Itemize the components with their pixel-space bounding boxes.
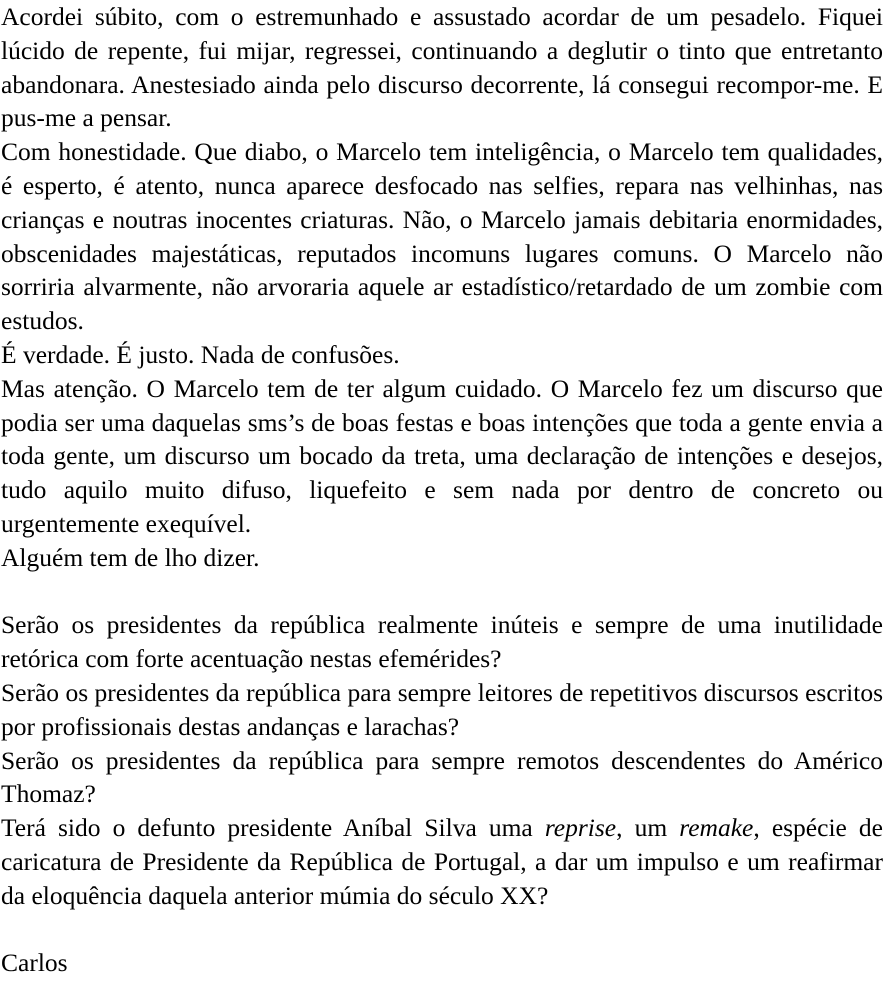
paragraph-attention: Mas atenção. O Marcelo tem de ter algum cuidado. O Marcelo fez um discurso que podia ser uma daquelas sms’s de boas festas e boas intenções que toda a gente envia a toda gente, um discurso um bocado da treta, uma declaração de intenções e desejos, tudo aquilo muito difuso, liquefeito e sem nada por dentro de concreto ou urgentemente exequível. [1,373,883,538]
blank-line [1,913,883,947]
paragraph-someone: Alguém tem de lho dizer. [1,542,260,572]
paragraph-honesty: Com honestidade. Que diabo, o Marcelo tem inteligência, o Marcelo tem qualidades, é esperto, é atento, nunca aparece desfocado nas selfies, repara nas velhinhas, nas crianças e noutras inocentes criaturas. Não, o Marcelo jamais debitaria enormidades, obscenidades majestáticas, reputados incomuns lugares comuns. O Marcelo não sorriria alvarmente, não arvoraria aquele ar estadístico/retardado de um zombie com estudos. [1,137,883,336]
question-text-part-2: , um [616,813,680,843]
italic-reprise: reprise [544,813,617,843]
question-speech-readers: Serão os presidentes da república para sempre leitores de repetitivos discursos escritos por profissionais destas andanças e larachas? [1,677,883,741]
italic-remake: remake [679,813,754,843]
paragraph-truth: É verdade. É justo. Nada de confusões. [1,339,400,369]
question-text-part-3: , espécie de caricatura de Presidente da República de Portugal, a dar um impulso e um reafirmar da eloquência daquela anterior múmia do século XX? [1,813,883,910]
question-anibal-silva [1,811,883,912]
question-text-part-1: Terá sido o defunto presidente Aníbal Silva uma [1,813,545,843]
question-thomaz-descendants: Serão os presidentes da república para sempre remotos descendentes do Américo Thomaz? [1,745,883,809]
blank-line [1,575,883,609]
question-useless-presidents: Serão os presidentes da república realmente inúteis e sempre de uma inutilidade retórica com forte acentuação nestas efemérides? [1,610,883,674]
signature: Carlos [1,948,68,978]
paragraph-awakening: Acordei súbito, com o estremunhado e assustado acordar de um pesadelo. Fiquei lúcido de repente, fui mijar, regressei, continuando a deglutir o tinto que entretanto abandonara. Anestesiado ainda pelo discurso decorrente, lá consegui recompor-me. E pus-me a pensar. [1,2,883,133]
